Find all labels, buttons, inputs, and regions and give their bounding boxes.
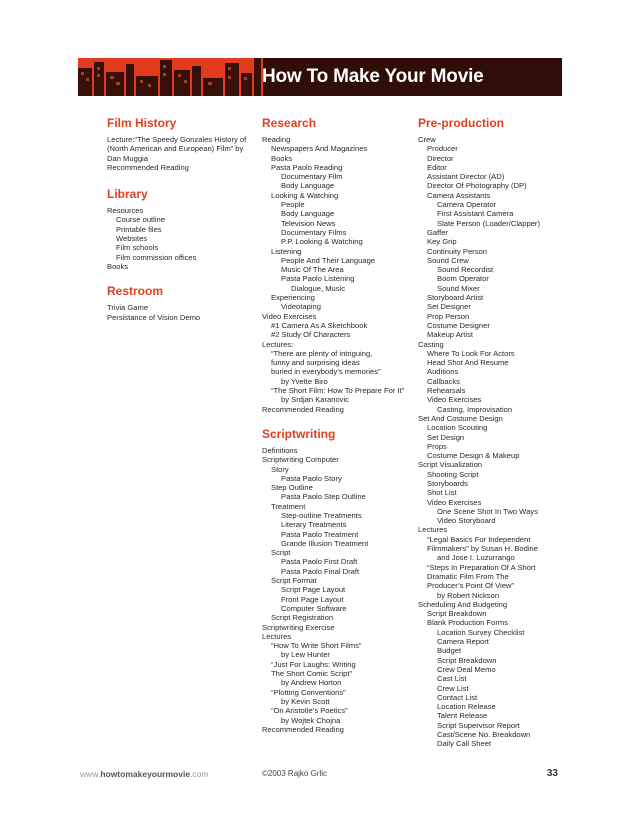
list-item[interactable]: “Just For Laughs: Writing: [271, 659, 356, 669]
section-list: [262, 446, 412, 734]
list-item[interactable]: Video Exercises: [427, 395, 482, 405]
list-item[interactable]: by Srdjan Karanovic: [281, 395, 349, 405]
list-item[interactable]: Resources: [107, 206, 144, 216]
list-item[interactable]: Pasta Paolo Step Outline: [281, 492, 366, 502]
list-item[interactable]: Recommended Reading: [262, 404, 344, 414]
section-list: [262, 135, 412, 414]
list-item[interactable]: Talent Release: [437, 711, 488, 721]
section-list: [107, 135, 252, 172]
list-item[interactable]: Books: [271, 153, 293, 163]
list-item[interactable]: Daily Call Sheet: [437, 739, 492, 749]
section-film-history: [107, 115, 252, 172]
list-item[interactable]: Director Of Photography (DP): [427, 181, 527, 191]
list-item[interactable]: Documentary Film: [281, 172, 343, 182]
list-item[interactable]: and Jose I. Luzurrango: [437, 553, 515, 563]
list-item[interactable]: buried in everybody’s memories”: [271, 367, 381, 377]
list-item[interactable]: Persistance of Vision Demo: [107, 312, 201, 322]
list-item[interactable]: Recommended Reading: [262, 724, 344, 734]
list-item[interactable]: Head Shot And Resume: [427, 358, 509, 368]
list-item[interactable]: Costume Design & Makeup: [427, 451, 520, 461]
list-item[interactable]: Key Grip: [427, 237, 457, 247]
list-item[interactable]: Set And Costume Design: [418, 413, 503, 423]
list-item[interactable]: by Yvette Biro: [281, 376, 328, 386]
list-item[interactable]: Lectures: [418, 525, 448, 535]
list-item[interactable]: Documentary Films: [281, 227, 347, 237]
list-item[interactable]: Dramatic Film From The: [427, 571, 509, 581]
list-item[interactable]: Computer Software: [281, 603, 347, 613]
list-item[interactable]: Camera Assistants: [427, 190, 491, 200]
column-right: [418, 115, 568, 763]
url-prefix: www.: [80, 769, 101, 779]
list-item[interactable]: Treatment: [271, 501, 306, 511]
list-item[interactable]: by Lew Hunter: [281, 650, 330, 660]
list-item[interactable]: by Kevin Scott: [281, 696, 330, 706]
list-item[interactable]: Listening: [271, 246, 302, 256]
list-item[interactable]: Location Scouting: [427, 423, 488, 433]
list-item[interactable]: Budget: [437, 646, 462, 656]
url-suffix: .com: [190, 769, 209, 779]
list-item[interactable]: People And Their Language: [281, 255, 376, 265]
list-item[interactable]: Makeup Artist: [427, 330, 474, 340]
list-item[interactable]: Costume Designer: [427, 320, 490, 330]
list-item[interactable]: Rehearsals: [427, 386, 466, 396]
list-item[interactable]: Props: [427, 441, 447, 451]
list-item[interactable]: Books: [107, 261, 129, 271]
list-item[interactable]: “There are plenty of intriguing,: [271, 348, 373, 358]
list-item[interactable]: “How To Write Short Films”: [271, 641, 362, 651]
list-item[interactable]: Pasta Paolo Final Draft: [281, 566, 360, 576]
list-item[interactable]: Shot List: [427, 488, 457, 498]
list-item[interactable]: Pasta Paolo Story: [281, 473, 342, 483]
list-item[interactable]: Video Exercises: [262, 311, 317, 321]
list-item[interactable]: by Wojtek Chojna: [281, 715, 341, 725]
list-item[interactable]: Websites: [116, 234, 148, 244]
list-item[interactable]: Video Storyboard: [437, 516, 496, 526]
list-item[interactable]: Videotaping: [281, 302, 321, 312]
list-item[interactable]: Editor: [427, 162, 447, 172]
list-item[interactable]: Crew: [418, 135, 436, 144]
list-item[interactable]: One Scene Shot In Two Ways: [437, 506, 538, 516]
list-item[interactable]: The Short Comic Script”: [271, 669, 353, 679]
list-item[interactable]: Storyboards: [427, 478, 468, 488]
list-item[interactable]: Lectures: [262, 631, 292, 641]
list-item[interactable]: Script Supervisor Report: [437, 720, 520, 730]
list-item[interactable]: “The Short Film: How To Prepare For It”: [271, 386, 405, 396]
section-list: [418, 135, 568, 749]
list-item[interactable]: Printable files: [116, 224, 162, 234]
list-item[interactable]: Body Language: [281, 209, 335, 219]
list-item[interactable]: Reading: [262, 135, 291, 144]
list-item[interactable]: Pasta Paolo Treatment: [281, 529, 359, 539]
list-item[interactable]: Auditions: [427, 367, 459, 377]
page-number: 33: [546, 768, 558, 779]
list-item[interactable]: Script Breakdown: [437, 655, 497, 665]
list-item[interactable]: Pasta Paolo Listening: [281, 274, 355, 284]
section-title[interactable]: Film History: [107, 116, 177, 130]
list-item[interactable]: by Robert Nickson: [437, 590, 500, 600]
list-item[interactable]: Grande Illusion Treatment: [281, 538, 369, 548]
list-item[interactable]: Dan Muggia: [107, 153, 148, 163]
section-library: [107, 186, 252, 271]
list-item[interactable]: “Legal Basics For Independent: [427, 534, 531, 544]
page-title: How To Make Your Movie: [262, 66, 484, 87]
list-item[interactable]: funny and surprising ideas: [271, 358, 360, 368]
list-item[interactable]: People: [281, 200, 305, 210]
list-item[interactable]: Dialogue, Music: [291, 283, 346, 293]
list-item[interactable]: Set Design: [427, 432, 465, 442]
list-item[interactable]: Film commission offices: [116, 252, 197, 262]
list-item[interactable]: Pasta Paolo First Draft: [281, 557, 358, 567]
list-item[interactable]: “On Aristotle’s Poetics”: [271, 706, 348, 716]
list-item[interactable]: Script Format: [271, 576, 317, 586]
list-item[interactable]: Definitions: [262, 445, 298, 455]
list-item[interactable]: Set Designer: [427, 302, 471, 312]
list-item[interactable]: Continuity Person: [427, 246, 487, 256]
column-middle: [262, 115, 412, 748]
section-research: [262, 115, 412, 414]
column-left: [107, 115, 252, 336]
list-item[interactable]: Television News: [281, 218, 336, 228]
url-domain: howtomakeyourmovie: [100, 769, 191, 779]
list-item[interactable]: Blank Production Forms: [427, 618, 509, 628]
list-item[interactable]: Script: [271, 548, 291, 558]
list-item[interactable]: Lecture:“The Speedy Gonzales History of: [107, 135, 247, 144]
list-item[interactable]: Location Survey Checklist: [437, 627, 525, 637]
list-item[interactable]: Video Exercises: [427, 497, 482, 507]
list-item[interactable]: Sound Recordist: [437, 265, 494, 275]
list-item[interactable]: Casting, Improvisation: [437, 404, 513, 414]
section-title[interactable]: Research: [262, 116, 317, 130]
list-item[interactable]: Callbacks: [427, 376, 460, 386]
list-item[interactable]: Front Page Layout: [281, 594, 344, 604]
list-item[interactable]: Director: [427, 153, 454, 163]
list-item[interactable]: Filmmakers” by Susan H. Bodine: [427, 544, 538, 554]
footer-url[interactable]: [80, 768, 208, 780]
list-item[interactable]: Producer’s Point Of View”: [427, 581, 514, 591]
list-item[interactable]: First Assistant Camera: [437, 209, 514, 219]
list-item[interactable]: Assistant Director (AD): [427, 172, 505, 182]
list-item[interactable]: #2 Study Of Characters: [271, 330, 351, 340]
list-item[interactable]: Camera Operator: [437, 200, 497, 210]
list-item[interactable]: Location Release: [437, 702, 496, 712]
list-item[interactable]: Pasta Paolo Reading: [271, 162, 343, 172]
list-item[interactable]: Newspapers And Magazines: [271, 144, 368, 154]
list-item[interactable]: “Steps In Preparation Of A Short: [427, 562, 536, 572]
list-item[interactable]: Crew Deal Memo: [437, 664, 496, 674]
list-item[interactable]: Music Of The Area: [281, 265, 344, 275]
list-item[interactable]: Script Page Layout: [281, 585, 346, 595]
list-item[interactable]: Storyboard Artist: [427, 293, 484, 303]
list-item[interactable]: Slate Person (Loader/Clapper): [437, 218, 540, 228]
list-item[interactable]: Prop Person: [427, 311, 470, 321]
list-item[interactable]: Script Registration: [271, 613, 334, 623]
list-item[interactable]: Cast List: [437, 674, 467, 684]
list-item[interactable]: Experiencing: [271, 293, 315, 303]
list-item[interactable]: Step Outline: [271, 483, 313, 493]
list-item[interactable]: Course outline: [116, 215, 165, 225]
list-item[interactable]: Contact List: [437, 692, 478, 702]
list-item[interactable]: Trivia Game: [107, 303, 149, 313]
list-item[interactable]: Camera Report: [437, 637, 489, 647]
list-item[interactable]: Sound Mixer: [437, 283, 480, 293]
list-item[interactable]: Recommended Reading: [107, 162, 189, 172]
section-title[interactable]: Restroom: [107, 284, 164, 299]
list-item[interactable]: Scheduling And Budgeting: [418, 599, 508, 609]
list-item[interactable]: Sound Crew: [427, 255, 469, 265]
list-item[interactable]: Scriptwriting Exercise: [262, 622, 335, 632]
list-item[interactable]: Producer: [427, 144, 458, 154]
section-title[interactable]: Pre-production: [418, 116, 504, 130]
list-item[interactable]: by Andrew Horton: [281, 678, 342, 688]
section-list: [107, 303, 252, 322]
list-item[interactable]: Looking & Watching: [271, 190, 339, 200]
list-item[interactable]: Script Visualization: [418, 460, 483, 470]
section-scriptwriting: [262, 426, 412, 734]
list-item[interactable]: Where To Look For Actors: [427, 348, 515, 358]
list-item[interactable]: (North American and European) Film” by: [107, 144, 244, 154]
list-item[interactable]: Story: [271, 464, 289, 474]
footer-copyright: ©2003 Rajko Grlic: [262, 769, 328, 778]
list-item[interactable]: Lectures:: [262, 339, 294, 349]
section-title[interactable]: Library: [107, 187, 148, 202]
list-item[interactable]: Shooting Script: [427, 469, 479, 479]
list-item[interactable]: Cast/Scene No. Breakdown: [437, 730, 531, 739]
section-restroom: [107, 283, 252, 322]
list-item[interactable]: Film schools: [116, 243, 159, 253]
list-item[interactable]: “Plotting Conventions”: [271, 687, 346, 697]
section-pre-production: [418, 115, 568, 749]
section-list: [107, 206, 252, 271]
list-item[interactable]: Boom Operator: [437, 274, 489, 284]
list-item[interactable]: Script Breakdown: [427, 609, 487, 619]
list-item[interactable]: Crew List: [437, 683, 469, 693]
list-item[interactable]: #1 Camera As A Sketchbook: [271, 320, 368, 330]
list-item[interactable]: Gaffer: [427, 227, 448, 237]
list-item[interactable]: Step-outline Treatments: [281, 510, 362, 520]
list-item[interactable]: P.P. Looking & Watching: [281, 237, 363, 247]
list-item[interactable]: Scriptwriting Computer: [262, 455, 339, 465]
section-title[interactable]: Scriptwriting: [262, 426, 336, 441]
list-item[interactable]: Casting: [418, 339, 444, 349]
list-item[interactable]: Literary Treatments: [281, 520, 347, 530]
list-item[interactable]: Body Language: [281, 181, 335, 191]
